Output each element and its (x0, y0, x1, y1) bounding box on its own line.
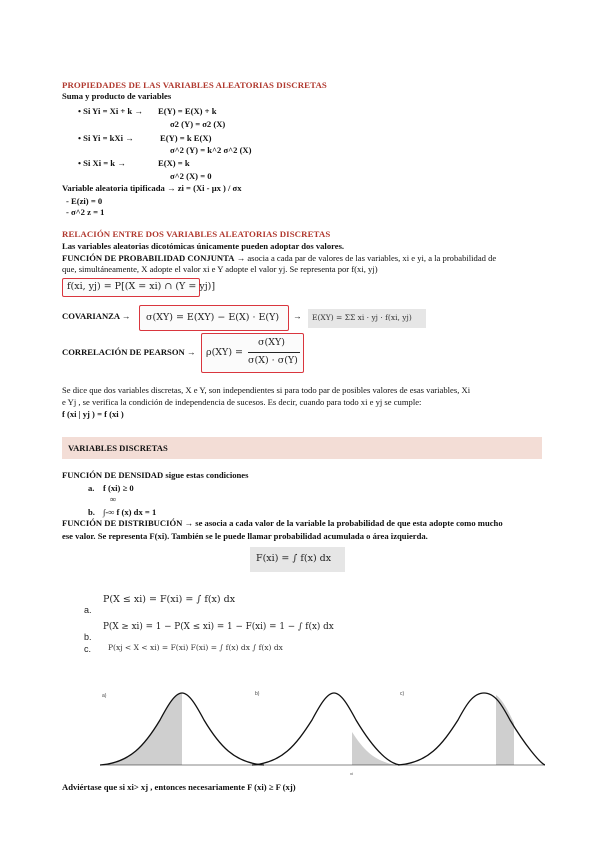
joint-probability-formula: f(xi, yj) = P[(X = xi) ∩ (Y = yj)] (67, 281, 216, 292)
case-a-formula: P(X ≤ xi) = F(xi) = ∫ f(x) dx (103, 594, 236, 605)
graph-c-label: c) (400, 691, 405, 697)
case-c-formula: P(xj < X < xi) = F(xi) F(xi) = ∫ f(x) dx ∫ f(x) dx (108, 643, 283, 652)
graph-a-label: a) (102, 693, 107, 699)
bullet-3: • Si Xi = k → (78, 158, 126, 168)
typified-variable: Variable aleatoria tipificada → zi = (Xi - μx ) / σx (62, 183, 242, 193)
bullet-3-result: E(X) = k (158, 158, 190, 168)
dichotomous-text: Las variables aleatorias dicotómicas únicamente pueden adoptar dos valores. (62, 241, 345, 251)
density-function-text: FUNCIÓN DE DENSIDAD sigue estas condiciones (62, 470, 249, 480)
curve-2-xi-label: xi (350, 771, 353, 776)
section-title-properties: PROPIEDADES DE LAS VARIABLES ALEATORIAS DISCRETAS (62, 80, 327, 90)
condition-b-infinity: ∞ (110, 494, 117, 504)
bullet-1-result-2: σ2 (Y) = σ2 (X) (170, 119, 226, 129)
graph-b-label: b) (255, 691, 260, 697)
joint-probability-text: FUNCIÓN DE PROBABILIDAD CONJUNTA → asocia a cada par de valores de las variables, xi e yi, a la probabilidad de (62, 253, 497, 263)
bullet-3-result-2: σ^2 (X) = 0 (170, 171, 212, 181)
pearson-formula-box (201, 333, 304, 373)
covariance-formula: σ(XY) = E(XY) − E(X) · E(Y) (146, 312, 280, 323)
condition-b-label: b. (88, 507, 95, 517)
typified-mean: - E(zi) = 0 (66, 196, 103, 206)
joint-probability-formula-box (62, 278, 216, 297)
fraction-bar (248, 352, 300, 353)
case-a-label: a. (84, 605, 92, 615)
pearson-formula-lhs: ρ(XY) = (206, 347, 244, 358)
bullet-2-result: E(Y) = k E(X) (160, 133, 212, 143)
section-title-discrete: VARIABLES DISCRETAS (68, 443, 168, 453)
independence-formula: f (xi | yj ) = f (xi ) (62, 409, 124, 419)
covariance-arrow: → (293, 311, 302, 321)
subtitle-sum-product: Suma y producto de variables (62, 91, 172, 101)
curve-3-band-area (496, 695, 514, 765)
bullet-2-result-2: σ^2 (Y) = k^2 σ^2 (X) (170, 145, 252, 155)
case-b-label: b. (84, 632, 92, 642)
distribution-text-2: ese valor. Se representa F(xi). También se le puede llamar probabilidad acumulada o área izquierda. (62, 531, 428, 541)
bullet-1-result: E(Y) = E(X) + k (158, 106, 217, 116)
distribution-text-1: FUNCIÓN DE DISTRIBUCIÓN → se asocia a cada valor de la variable la probabilidad de que esta adopte como mucho (62, 518, 503, 528)
pearson-label: CORRELACIÓN DE PEARSON → (62, 347, 196, 357)
covariance-label: COVARIANZA → (62, 311, 131, 321)
section-band-discrete (62, 437, 542, 459)
case-b-formula: P(X ≥ xi) = 1 − P(X ≤ xi) = 1 − F(xi) = 1 − ∫ f(x) dx (103, 622, 334, 632)
independence-text-1: Se dice que dos variables discretas, X e Y, son independientes si para todo par de posibles valores de esas variables, Xi (62, 385, 471, 395)
covariance-formula-box (139, 305, 289, 331)
condition-a: f (xi) ≥ 0 (103, 483, 134, 493)
distribution-formula-bg (250, 547, 345, 572)
expected-xy-formula: E(XY) = ΣΣ xi · yj · f(xi, yj) (312, 313, 412, 322)
pearson-numerator: σ(XY) (258, 337, 285, 348)
case-c-label: c. (84, 644, 92, 654)
condition-b: ∫-∞ f (x) dx = 1 (103, 507, 157, 517)
condition-a-label: a. (88, 483, 95, 493)
distribution-formula: F(xi) = ∫ f(x) dx (256, 553, 332, 564)
joint-probability-text-2: que, simultáneamente, X adopte el valor xi e Y adopte el valor yj. Se representa por f(xi, yj) (62, 264, 378, 274)
pearson-denominator: σ(X) · σ(Y) (248, 355, 298, 366)
expected-xy-formula-bg (308, 309, 426, 328)
bullet-2: • Si Yi = kXi → (78, 133, 134, 143)
typified-variance: - σ^2 z = 1 (66, 207, 105, 217)
curve-3 (398, 693, 545, 765)
independence-text-2: e Yj , se verifica la condición de independencia de sucesos. Es decir, cuando para todo xi e yj se cumple: (62, 397, 422, 407)
bullet-1: • Si Yi = Xi + k → (78, 106, 143, 116)
section-title-relation: RELACIÓN ENTRE DOS VARIABLES ALEATORIAS DISCRETAS (62, 229, 331, 239)
curve-2 (252, 693, 400, 765)
note-text: Adviértase que si xi> xj , entonces necesariamente F (xi) ≥ F (xj) (62, 782, 296, 792)
normal-curves-figure (100, 685, 545, 780)
